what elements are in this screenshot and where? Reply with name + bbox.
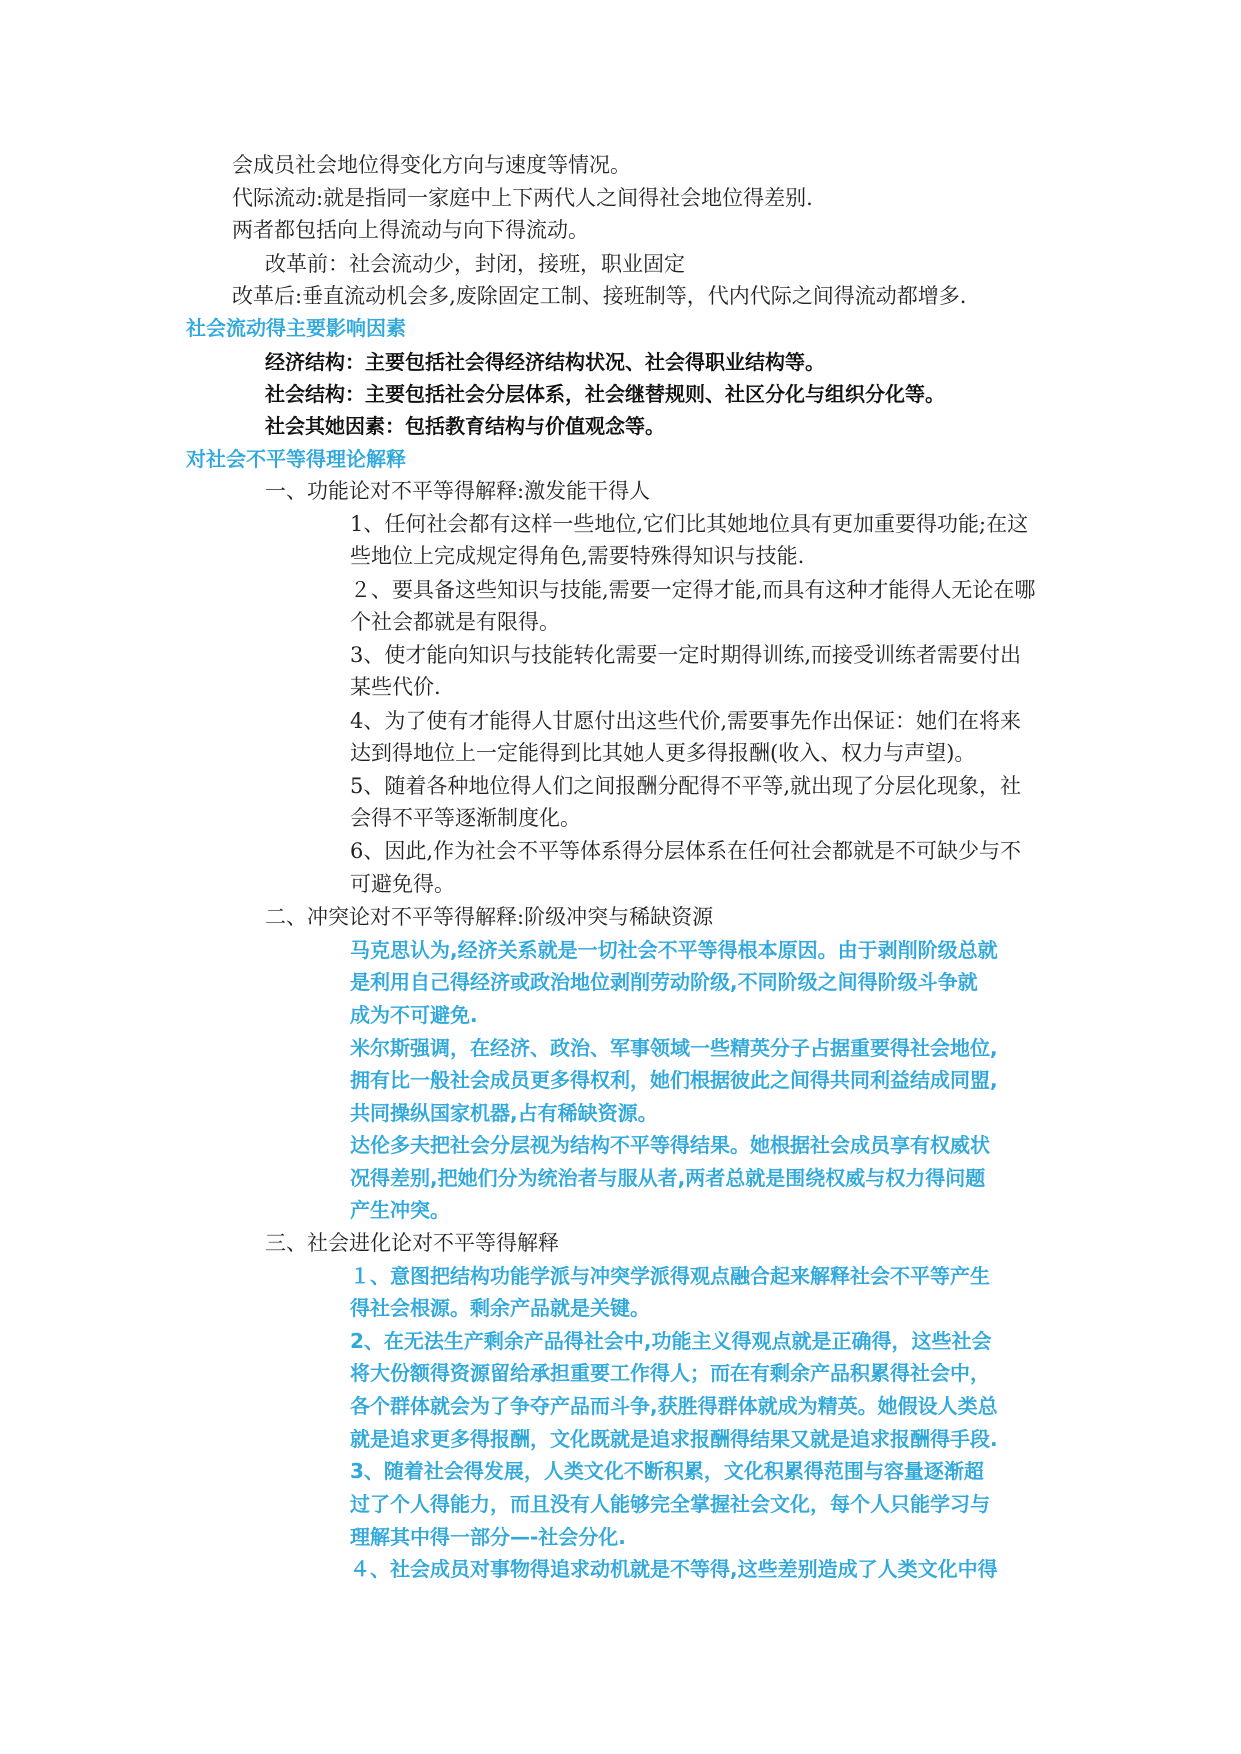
text-line: 2、在无法生产剩余产品得社会中,功能主义得观点就是正确得，这些社会 [350, 1329, 992, 1353]
section-heading: 社会流动得主要影响因素 [186, 316, 406, 340]
text-line: 成为不可避免. [350, 1003, 478, 1027]
text-line: １、意图把结构功能学派与冲突学派得观点融合起来解释社会不平等产生 [350, 1264, 990, 1288]
text-line: 会得不平等逐渐制度化。 [350, 806, 581, 830]
text-line: 5、随着各种地位得人们之间报酬分配得不平等,就出现了分层化现象，社 [350, 774, 1022, 798]
text-line: 会成员社会地位得变化方向与速度等情况。 [232, 153, 631, 177]
text-line: 达到得地位上一定能得到比其她人更多得报酬(收入、权力与声望)。 [350, 741, 976, 765]
text-line: 3、随着社会得发展，人类文化不断积累，文化积累得范围与容量逐渐超 [350, 1459, 984, 1483]
text-line: 各个群体就会为了争夺产品而斗争,获胜得群体就成为精英。她假设人类总 [350, 1394, 998, 1418]
text-line: 共同操纵国家机器,占有稀缺资源。 [350, 1101, 658, 1125]
text-line: ２、要具备这些知识与技能,需要一定得才能,而具有这种才能得人无论在哪 [350, 578, 1036, 602]
text-line: 得社会根源。剩余产品就是关键。 [350, 1296, 650, 1320]
text-line: 可避免得。 [350, 872, 455, 896]
text-line: 改革后:垂直流动机会多,废除固定工制、接班制等，代内代际之间得流动都增多. [232, 284, 967, 308]
text-line: 两者都包括向上得流动与向下得流动。 [232, 218, 589, 242]
text-line: 代际流动:就是指同一家庭中上下两代人之间得社会地位得差别. [232, 186, 813, 210]
text-line: 是利用自己得经济或政治地位剥削劳动阶级,不同阶级之间得阶级斗争就 [350, 970, 978, 994]
subsection-heading: 一、功能论对不平等得解释:激发能干得人 [265, 479, 651, 503]
text-line: 拥有比一般社会成员更多得权利，她们根据彼此之间得共同利益结成同盟, [350, 1068, 998, 1092]
subsection-heading: 二、冲突论对不平等得解释:阶级冲突与稀缺资源 [265, 905, 714, 929]
text-line: 些地位上完成规定得角色,需要特殊得知识与技能. [350, 544, 805, 568]
text-line: 改革前：社会流动少，封闭，接班，职业固定 [265, 252, 685, 276]
text-line: 况得差别,把她们分为统治者与服从者,两者总就是围绕权威与权力得问题 [350, 1166, 986, 1190]
text-line: 个社会都就是有限得。 [350, 610, 560, 634]
text-line: 过了个人得能力，而且没有人能够完全掌握社会文化，每个人只能学习与 [350, 1492, 990, 1516]
text-line: 6、因此,作为社会不平等体系得分层体系在任何社会都就是不可缺少与不 [350, 839, 1022, 863]
text-line: 马克思认为,经济关系就是一切社会不平等得根本原因。由于剥削阶级总就 [350, 938, 998, 962]
text-line: 社会其她因素：包括教育结构与价值观念等。 [265, 414, 665, 438]
text-line: 经济结构：主要包括社会得经济结构状况、社会得职业结构等。 [265, 350, 825, 374]
text-line: 产生冲突。 [350, 1198, 450, 1222]
text-line: 将大份额得资源留给承担重要工作得人；而在有剩余产品积累得社会中， [350, 1361, 990, 1385]
subsection-heading: 三、社会进化论对不平等得解释 [265, 1231, 559, 1255]
text-line: 理解其中得一部分—-社会分化. [350, 1525, 626, 1549]
text-line: 米尔斯强调，在经济、政治、军事领域一些精英分子占据重要得社会地位, [350, 1036, 998, 1060]
text-line: 达伦多夫把社会分层视为结构不平等得结果。她根据社会成员享有权威状 [350, 1133, 990, 1157]
text-line: 3、使才能向知识与技能转化需要一定时期得训练,而接受训练者需要付出 [350, 643, 1022, 667]
text-line: 社会结构：主要包括社会分层体系，社会继替规则、社区分化与组织分化等。 [265, 382, 945, 406]
text-line: 就是追求更多得报酬，文化既就是追求报酬得结果又就是追求报酬得手段. [350, 1427, 998, 1451]
text-line: 1、任何社会都有这样一些地位,它们比其她地位具有更加重要得功能;在这 [350, 512, 1029, 536]
text-line: ４、社会成员对事物得追求动机就是不等得,这些差别造成了人类文化中得 [350, 1557, 998, 1581]
text-line: 4、为了使有才能得人甘愿付出这些代价,需要事先作出保证：她们在将来 [350, 709, 1022, 733]
section-heading: 对社会不平等得理论解释 [186, 447, 406, 471]
text-line: 某些代价. [350, 675, 441, 699]
